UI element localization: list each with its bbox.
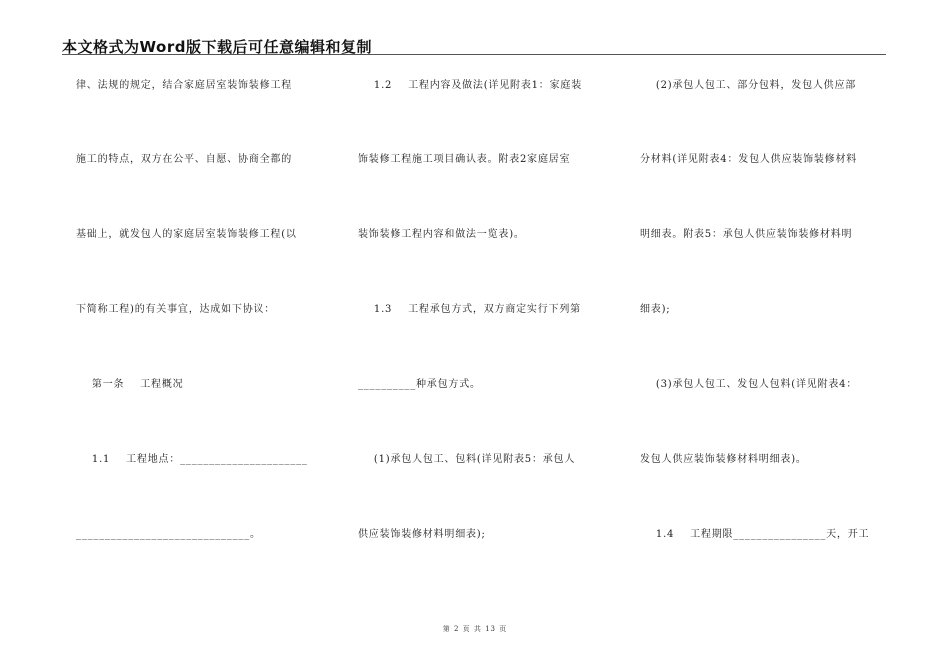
text-line: 明细表。附表5：承包人供应装饰装修材料明 bbox=[640, 229, 853, 240]
section-heading: 第一条 工程概况 bbox=[76, 379, 184, 390]
text-line: (1)承包人包工、包料(详见附表5：承包人 bbox=[358, 454, 576, 465]
text-line: 基础上，就发包人的家庭居室装饰装修工程(以 bbox=[76, 229, 297, 240]
text-line: __________种承包方式。 bbox=[358, 379, 481, 390]
text-line: 1.3 工程承包方式，双方商定实行下列第 bbox=[358, 304, 581, 315]
text-line: 下简称工程)的有关事宜，达成如下协议： bbox=[76, 304, 276, 315]
text-line: 1.1 工程地点：______________________ bbox=[76, 454, 308, 465]
text-line: 1.4 工程期限________________天，开工 bbox=[640, 529, 870, 540]
text-line: 细表); bbox=[640, 304, 671, 315]
text-line: 施工的特点，双方在公平、自愿、协商全都的 bbox=[76, 154, 292, 165]
text-line: 分材料(详见附表4：发包人供应装饰装修材料 bbox=[640, 154, 858, 165]
page-number: 第 2 页 共 13 页 bbox=[442, 625, 508, 633]
text-line: (2)承包人包工、部分包料，发包人供应部 bbox=[640, 80, 857, 91]
text-line: (3)承包人包工、发包人包料(详见附表4： bbox=[640, 379, 858, 390]
text-line: 供应装饰装修材料明细表); bbox=[358, 529, 486, 540]
text-line: 发包人供应装饰装修材料明细表)。 bbox=[640, 454, 807, 465]
text-line: 装饰装修工程内容和做法一览表)。 bbox=[358, 229, 525, 240]
text-line: 律、法规的规定，结合家庭居室装饰装修工程 bbox=[76, 80, 292, 91]
header-title: 本文格式为Word版下载后可任意编辑和复制 bbox=[62, 38, 372, 56]
text-line: ______________________________。 bbox=[76, 529, 261, 540]
text-line: 饰装修工程施工项目确认表。附表2家庭居室 bbox=[358, 154, 571, 165]
header-divider bbox=[62, 54, 886, 55]
text-line: 1.2 工程内容及做法(详见附表1：家庭装 bbox=[358, 80, 582, 91]
